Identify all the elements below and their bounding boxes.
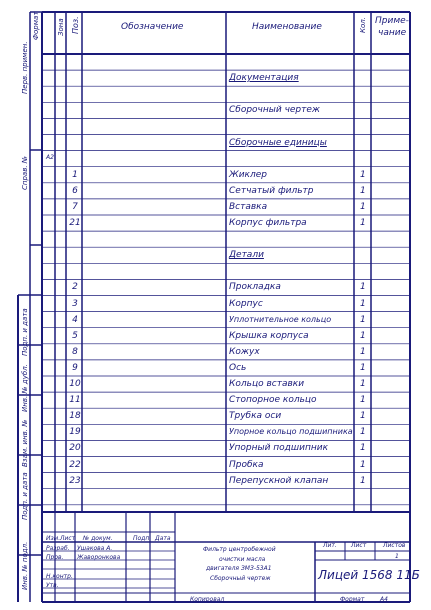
row-qty: 1: [360, 459, 366, 470]
tb-lit: Лит.: [323, 542, 337, 549]
tb-title-4: Сборочный чертеж: [210, 575, 271, 582]
header-note-1: Приме-: [375, 16, 409, 26]
tb-n-kontr: Н.контр.: [46, 573, 73, 580]
row-position: 18: [69, 411, 81, 422]
row-name: Прокладка: [229, 282, 281, 293]
row-position: 8: [72, 346, 78, 357]
tb-title-2: очистки масла: [219, 556, 266, 563]
header-designation: Обозначение: [121, 22, 184, 32]
header-qty: Кол.: [359, 17, 367, 33]
row-qty: 1: [360, 443, 366, 454]
row-position: 19: [69, 427, 81, 438]
row-position: 9: [72, 362, 78, 373]
header-zone: Зона: [57, 18, 65, 36]
row-name: Пробка: [229, 459, 264, 470]
row-qty: 1: [360, 395, 366, 406]
row-name: Стопорное кольцо: [229, 395, 317, 406]
row-qty: 1: [360, 218, 366, 228]
row-position: 6: [72, 185, 78, 196]
row-position: 5: [72, 330, 78, 341]
tb-utv: Утв.: [46, 582, 59, 589]
tb-data: Дата: [155, 535, 171, 542]
tb-list: Лист: [60, 535, 76, 542]
row-name: Корпус фильтра: [229, 218, 307, 228]
row-qty: 1: [360, 169, 366, 180]
side-vzam-inv: Взам. инв. №: [21, 419, 29, 467]
side-sprav-no: Справ. №: [21, 155, 29, 190]
row-qty: 1: [360, 330, 366, 341]
tb-title-1: Фильтр центробежной: [203, 546, 276, 553]
row-qty: 1: [360, 298, 366, 309]
row-position: 22: [69, 459, 81, 470]
row-name: Детали: [229, 250, 264, 261]
row-name: Жиклер: [229, 169, 267, 180]
row-name: Перепускной клапан: [229, 475, 329, 486]
row-name: Трубка оси: [229, 411, 282, 422]
tb-prov-label: Пров.: [46, 554, 64, 561]
row-position: 20: [69, 443, 81, 454]
row-name: Сборочный чертеж: [229, 105, 321, 116]
row-position: 23: [69, 475, 81, 486]
row-qty: 1: [360, 475, 366, 486]
row-name: Документация: [229, 73, 299, 84]
header-format: Формат: [32, 11, 40, 40]
row-name: Упорное кольцо подшипника: [229, 427, 353, 437]
row-qty: 1: [360, 379, 366, 389]
tb-org: Лицей 1568 11Б: [318, 568, 420, 582]
row-name: Вставка: [229, 201, 268, 212]
row-qty: 1: [360, 314, 366, 325]
header-name: Наименование: [252, 22, 322, 32]
row-qty: 1: [360, 282, 366, 293]
row-name: Крышка корпуса: [229, 330, 309, 341]
row-qty: 1: [360, 185, 366, 196]
row-position: 21: [69, 218, 81, 228]
side-perv-primen: Перв. примен.: [21, 41, 29, 94]
tb-izm: Изм.: [46, 535, 61, 542]
row-name: Кожух: [229, 346, 260, 357]
row-position: 3: [72, 298, 78, 309]
row-name: Сетчатый фильтр: [229, 185, 314, 196]
tb-format-value: А4: [380, 596, 388, 603]
header-note-2: чание: [378, 28, 407, 38]
row-position: 2: [72, 282, 78, 293]
row-name: Ось: [229, 362, 247, 373]
side-inv-dubl: Инв. № дубл.: [21, 364, 29, 412]
tb-no-dokum: № докум.: [83, 535, 113, 542]
row-position: 10: [69, 379, 81, 389]
row-position: 7: [72, 201, 78, 212]
tb-kopiroval: Копировал: [190, 596, 225, 603]
row-position: 11: [69, 395, 81, 406]
tb-prov-name: Жаворонкова: [77, 554, 121, 561]
tb-title-3: двигателя ЗМЗ-53А1: [206, 565, 272, 572]
tb-razrab-name: Ушакова А.: [77, 545, 113, 552]
row-name: Сборочные единицы: [229, 137, 327, 148]
tb-podp: Подп.: [133, 535, 152, 542]
header-pos: Поз.: [71, 16, 80, 34]
tb-format-label: Формат: [340, 596, 365, 603]
row-qty: 1: [360, 346, 366, 357]
row-qty: 1: [360, 201, 366, 212]
side-podp-data-1: Подп. и дата: [21, 308, 29, 356]
row-qty: 1: [360, 362, 366, 373]
side-inv-podl: Инв. № подл.: [21, 541, 29, 590]
tb-listov: Листов: [383, 542, 406, 549]
tb-razrab-label: Разраб.: [46, 545, 70, 552]
tb-listov-value: 1: [395, 553, 399, 560]
row-name: Упорный подшипник: [229, 443, 329, 454]
row-position: 1: [72, 169, 78, 180]
tb-list2: Лист: [351, 542, 367, 549]
row-name: Уплотнительное кольцо: [229, 314, 332, 324]
row-name: Корпус: [229, 298, 263, 309]
row-qty: 1: [360, 427, 366, 438]
row-format: А2: [46, 153, 54, 161]
side-podp-data-2: Подп. и дата: [21, 472, 29, 520]
row-qty: 1: [360, 411, 366, 422]
row-name: Кольцо вставки: [229, 379, 305, 389]
row-position: 4: [72, 314, 78, 325]
